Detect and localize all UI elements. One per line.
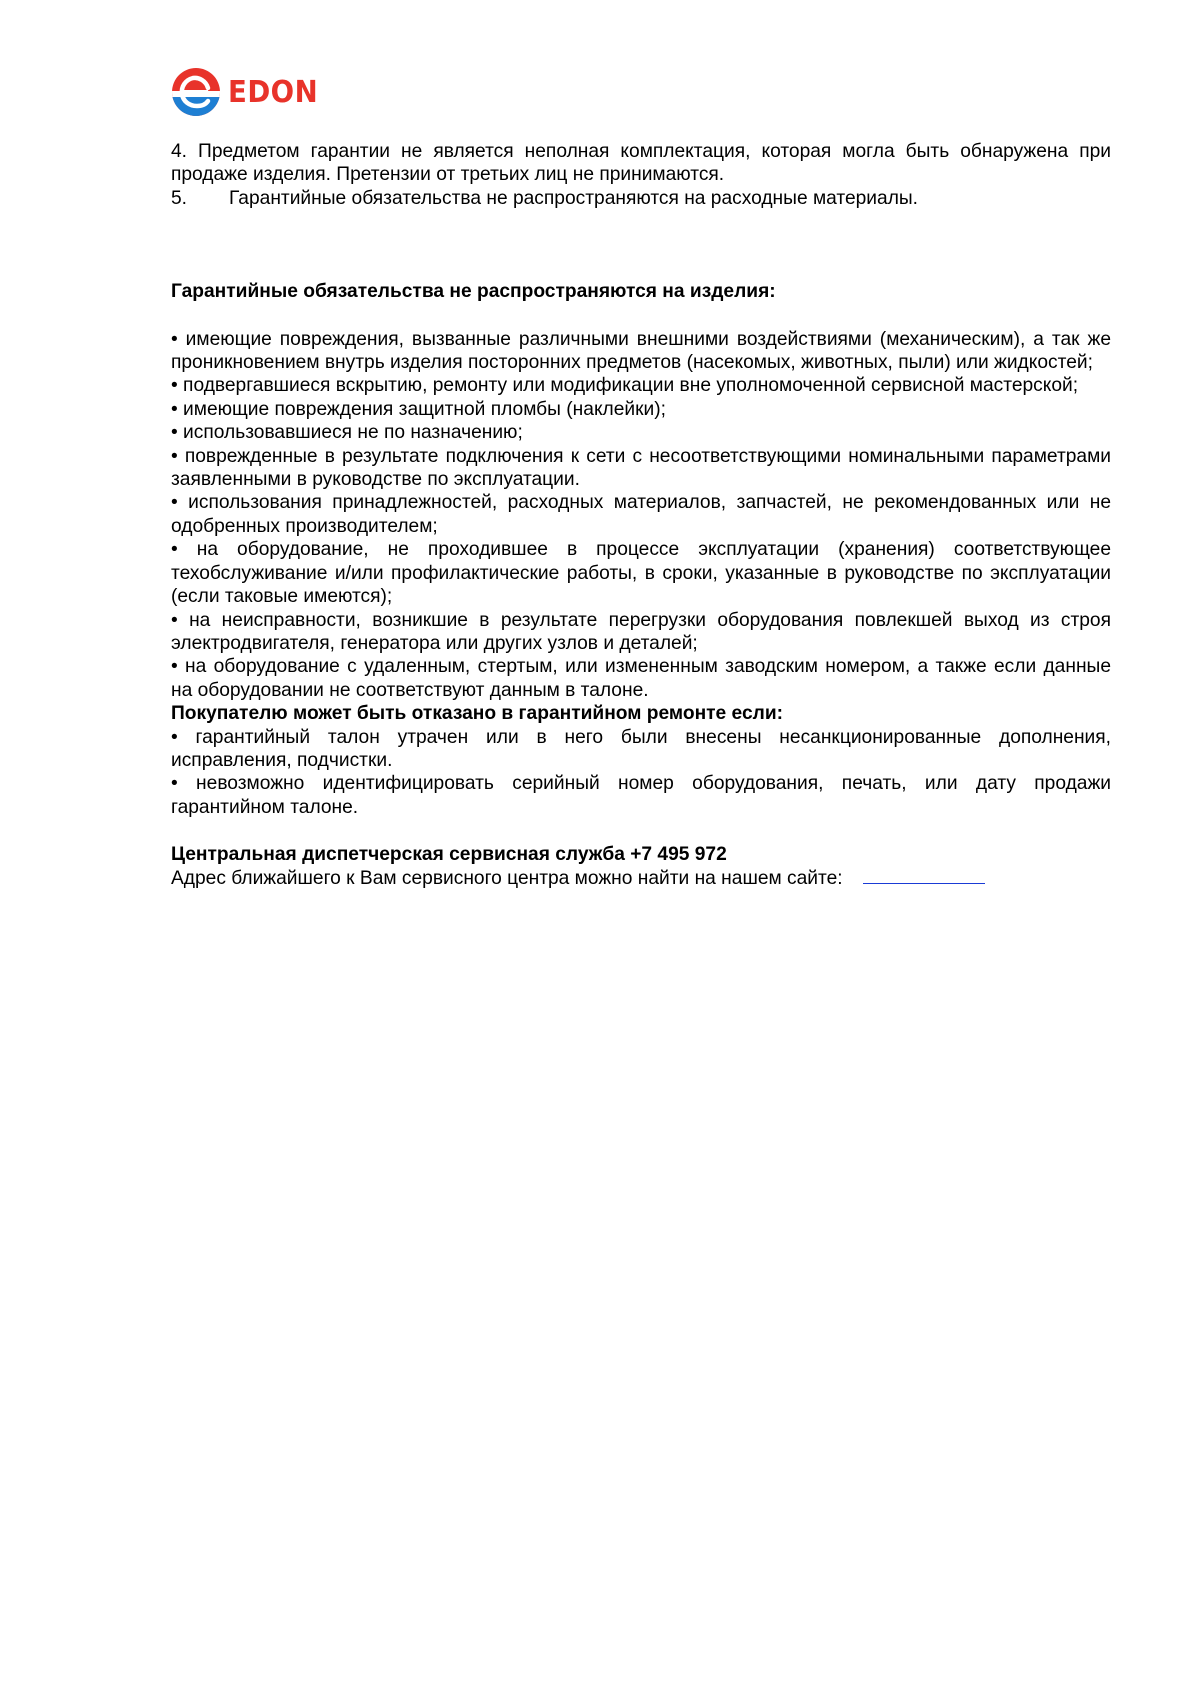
refusal-list xyxy=(171,726,1111,820)
exclusion-item: • подвергавшиеся вскрытию, ремонту или модификации вне уполномоченной сервисной мастерской; xyxy=(171,375,1079,397)
document-body xyxy=(171,140,1111,890)
exclusions-heading: Гарантийные обязательства не распространяются на изделия: xyxy=(171,281,776,303)
exclusions-list xyxy=(171,328,1111,703)
item-5-number: 5. xyxy=(171,187,188,209)
edon-logo-icon xyxy=(170,66,222,118)
exclusion-item: • поврежденные в результате подключения к сети с несоответствующими номинальными параметрами заявленными в руководстве по эксплуатации. xyxy=(171,445,1111,491)
refusal-heading: Покупателю может быть отказано в гарантийном ремонте если: xyxy=(171,703,784,725)
exclusion-item: • использования принадлежностей, расходных материалов, запчастей, не рекомендованных или не одобренных производителем; xyxy=(171,492,1111,537)
exclusion-item: • на оборудование, не проходившее в процессе эксплуатации (хранения) соответствующее техобслуживание и/или профилактические работы, в сроки, указанные в руководстве по эксплуатации (если таковые имеются); xyxy=(171,539,1111,608)
item-4-text: Предметом гарантии не является неполная комплектация, которая могла быть обнаружена при продаже изделия. Претензии от третьих лиц не принимаются. xyxy=(171,141,1111,186)
exclusion-item: • имеющие повреждения защитной пломбы (наклейки); xyxy=(171,398,666,420)
website-link[interactable] xyxy=(863,867,985,884)
item-4-number: 4. xyxy=(171,141,188,162)
service-heading: Центральная диспетчерская сервисная служба +7 495 972 xyxy=(171,844,727,866)
logo-wordmark: EDON xyxy=(228,74,319,110)
refusal-item: • гарантийный талон утрачен или в него были внесены несанкционированные дополнения, исправления, подчистки. xyxy=(171,726,1111,771)
refusal-item: • невозможно идентифицировать серийный номер оборудования, печать, или дату продажи гарантийном талоне. xyxy=(171,773,1111,818)
service-address-text: Адрес ближайшего к Вам сервисного центра можно найти на нашем сайте: xyxy=(171,867,843,889)
item-5 xyxy=(171,187,1111,210)
item-5-text: Гарантийные обязательства не распространяются на расходные материалы. xyxy=(229,187,919,209)
exclusion-item: • на оборудование с удаленным, стертым, или измененным заводским номером, а также если данные на оборудовании не соответствуют данным в талоне. xyxy=(171,656,1111,701)
service-address xyxy=(171,867,1111,890)
exclusion-item: • на неисправности, возникшие в результате перегрузки оборудования повлекшей выход из строя электродвигателя, генератора или других узлов и деталей; xyxy=(171,609,1111,654)
exclusion-item: • имеющие повреждения, вызванные различными внешними воздействиями (механическим), а так же проникновением внутрь изделия посторонних предметов (насекомых, животных, пыли) или жидкостей; xyxy=(171,328,1111,374)
exclusion-item: • использовавшиеся не по назначению; xyxy=(171,422,523,444)
item-4 xyxy=(171,140,1111,187)
edon-logo xyxy=(170,66,326,118)
